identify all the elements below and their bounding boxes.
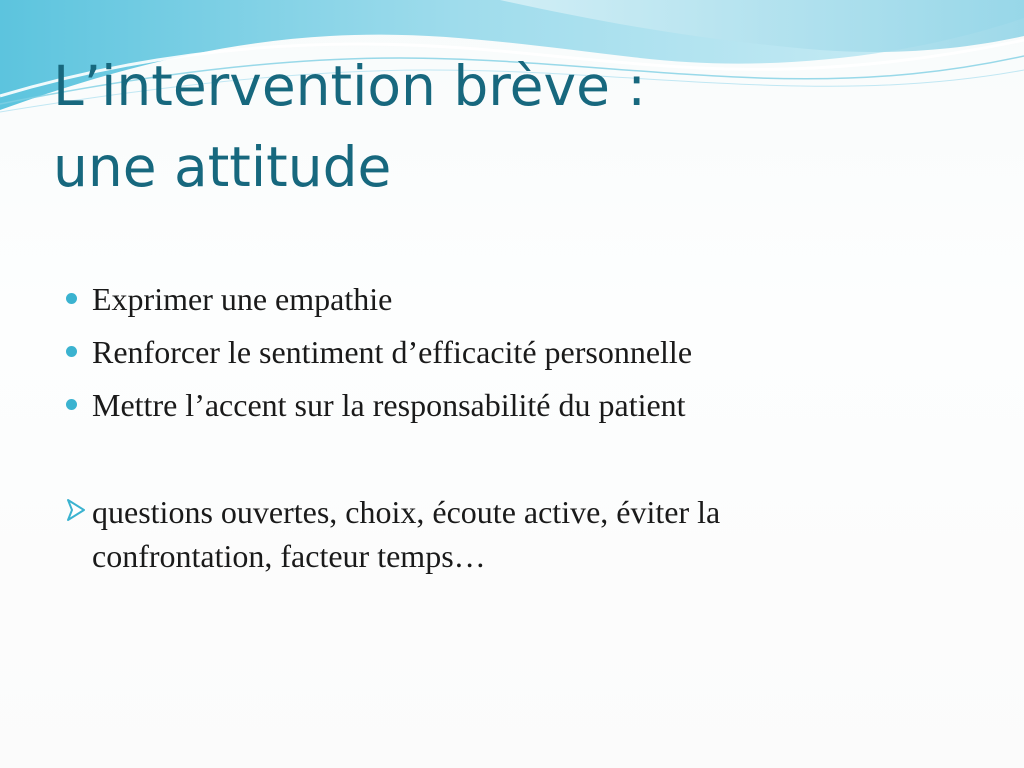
- slide-title: [53, 46, 646, 208]
- bullet-item: [66, 278, 966, 331]
- bullet-dot-icon: [66, 346, 77, 357]
- arrow-bullet-line-1: questions ouvertes, choix, écoute active, éviter la: [92, 494, 721, 530]
- arrow-bullet-text: [66, 490, 966, 578]
- bullet-text: Mettre l’accent sur la responsabilité du patient: [92, 387, 686, 423]
- bullet-item: [66, 331, 966, 384]
- bullet-item: [66, 384, 966, 437]
- arrow-right-icon: [66, 498, 86, 522]
- bullet-dot-icon: [66, 399, 77, 410]
- bullet-text: Exprimer une empathie: [92, 281, 393, 317]
- slide-title-line-2: une attitude: [53, 135, 392, 199]
- slide-title-line-1: L’intervention brève :: [53, 54, 646, 118]
- bullet-text: Renforcer le sentiment d’efficacité personnelle: [92, 334, 693, 370]
- bullet-dot-icon: [66, 293, 77, 304]
- arrow-bullet-item: [66, 490, 966, 578]
- bullet-list: [66, 278, 966, 437]
- arrow-bullet-line-2: confrontation, facteur temps…: [92, 538, 486, 574]
